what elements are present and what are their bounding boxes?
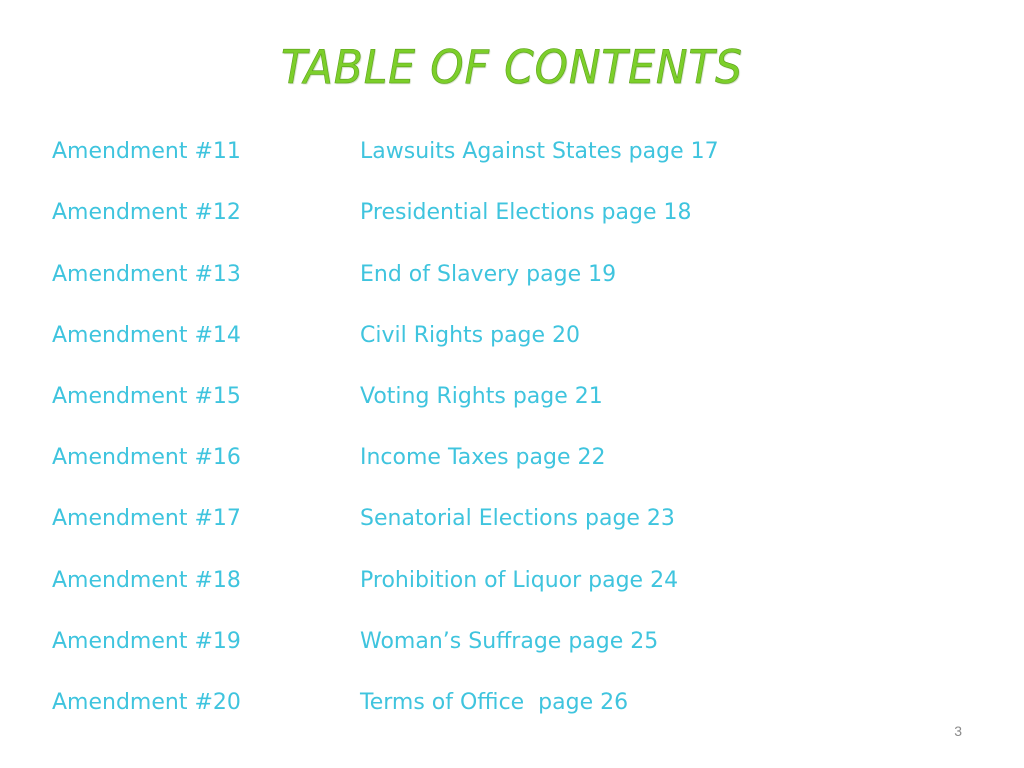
list-item [0, 690, 1024, 730]
topic-label: End of Slavery page 19 [360, 262, 617, 287]
amendment-label: Amendment #19 [52, 629, 241, 654]
topic-label: Woman’s Suffrage page 25 [360, 629, 659, 654]
list-item [0, 262, 1024, 302]
amendment-label: Amendment #13 [52, 262, 241, 287]
page-title: TABLE OF CONTENTS [281, 40, 743, 94]
amendment-label: Amendment #12 [52, 200, 241, 225]
topic-label: Presidential Elections page 18 [360, 200, 692, 225]
amendment-label: Amendment #18 [52, 568, 241, 593]
amendment-label: Amendment #17 [52, 506, 241, 531]
amendment-label: Amendment #14 [52, 323, 241, 348]
list-item [0, 323, 1024, 363]
list-item [0, 506, 1024, 546]
amendment-label: Amendment #20 [52, 690, 241, 715]
list-item [0, 445, 1024, 485]
topic-label: Lawsuits Against States page 17 [360, 139, 719, 164]
list-item [0, 139, 1024, 179]
topic-label: Terms of Office page 26 [360, 690, 629, 715]
slide-number: 3 [954, 723, 962, 739]
list-item [0, 568, 1024, 608]
amendment-label: Amendment #11 [52, 139, 241, 164]
list-item [0, 384, 1024, 424]
topic-label: Income Taxes page 22 [360, 445, 606, 470]
list-item [0, 629, 1024, 669]
amendment-label: Amendment #16 [52, 445, 241, 470]
topic-label: Senatorial Elections page 23 [360, 506, 675, 531]
topic-label: Civil Rights page 20 [360, 323, 581, 348]
list-item [0, 200, 1024, 240]
topic-label: Voting Rights page 21 [360, 384, 603, 409]
topic-label: Prohibition of Liquor page 24 [360, 568, 679, 593]
amendment-label: Amendment #15 [52, 384, 241, 409]
